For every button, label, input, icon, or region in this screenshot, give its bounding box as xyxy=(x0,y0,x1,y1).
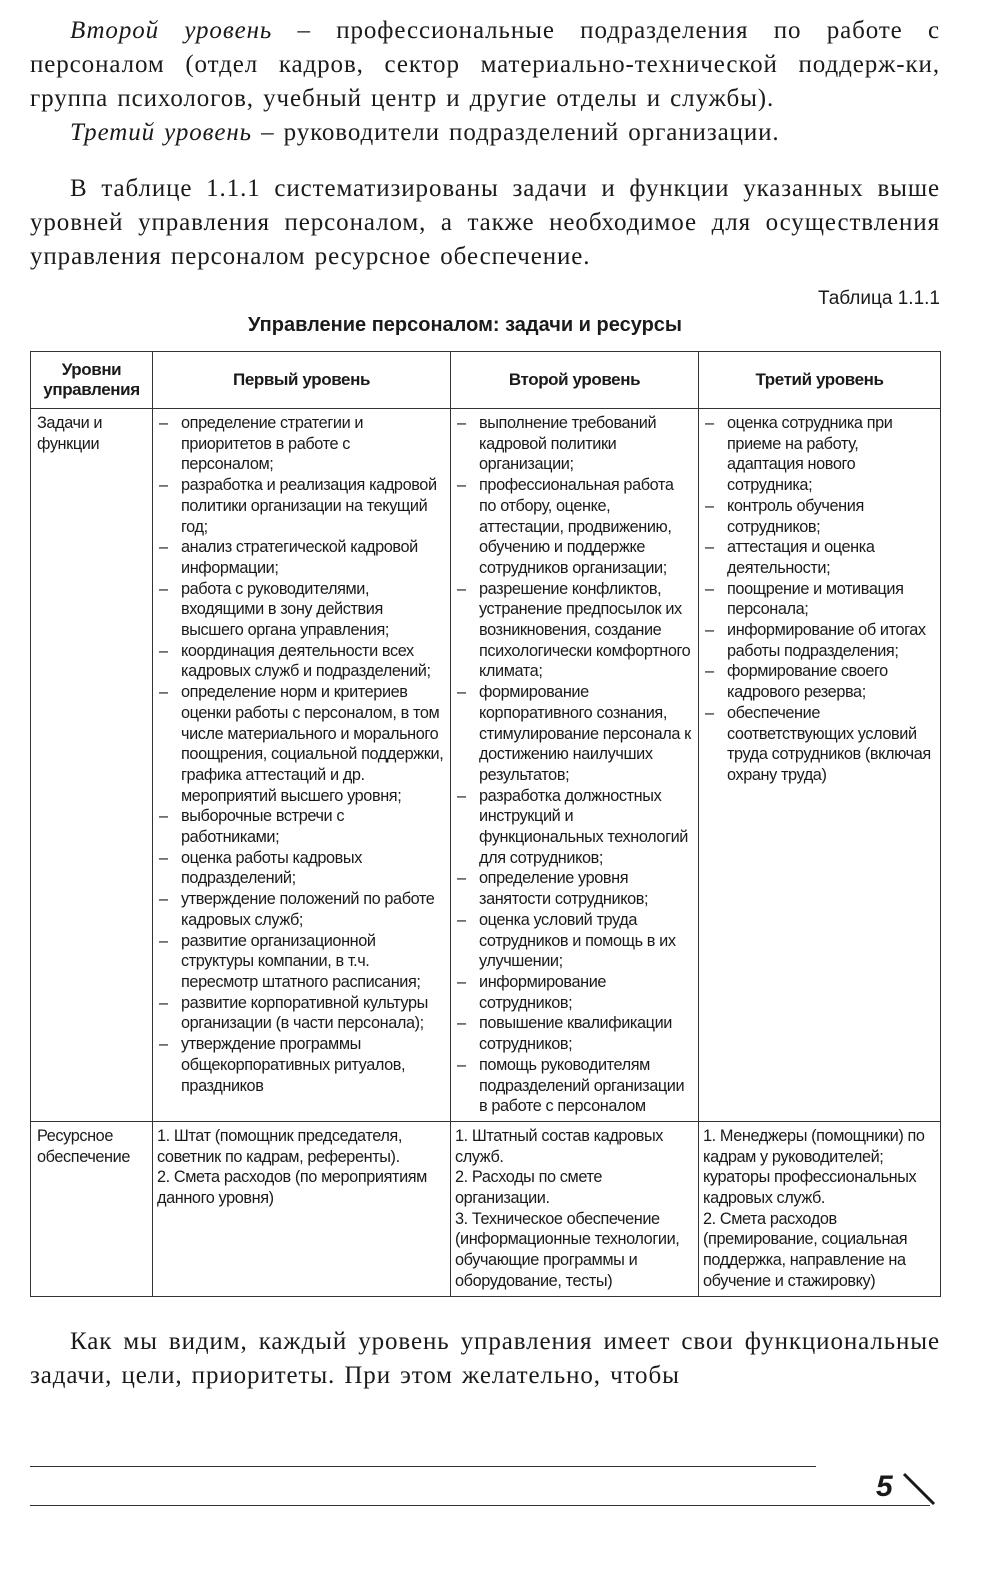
page-content xyxy=(30,14,940,1393)
footer-rule-bottom xyxy=(30,1505,930,1506)
task-item: – работа с руководителями, входящими в зону действия высшего органа управления; xyxy=(157,579,446,641)
table-title: Управление персоналом: задачи и ресурсы xyxy=(247,314,683,336)
task-item: – аттестация и оценка деятельности; xyxy=(703,537,936,578)
resources-level3-item: 2. Смета расходов (премирование, социальная поддержка, направление на обучение и стажировку) xyxy=(703,1209,908,1290)
task-item: – формирование своего кадрового резерва; xyxy=(703,661,936,702)
task-item: – поощрение и мотивация персонала; xyxy=(703,579,936,620)
resources-row-label: Ресурсное обеспечение xyxy=(31,1121,153,1296)
resources-row xyxy=(31,1121,941,1296)
page-corner-mark-icon xyxy=(900,1470,936,1506)
task-item: – разрешение конфликтов, устранение предпосылок их возникновения, создание психологически комфортного климата; xyxy=(455,579,694,683)
level3-paragraph xyxy=(30,116,940,150)
resources-level2-item: 1. Штатный состав кадровых служб. xyxy=(455,1126,664,1166)
task-item: – анализ стратегической кадровой информации; xyxy=(157,537,446,578)
tasks-level2-cell xyxy=(451,409,699,1122)
task-item: – выборочные встречи с работниками; xyxy=(157,806,446,847)
header-levels: Уровни управления xyxy=(31,352,153,409)
header-level2: Второй уровень xyxy=(451,352,699,409)
task-item: – помощь руководителям подразделений организации в работе с персоналом xyxy=(455,1055,694,1117)
task-item: – обеспечение соответствующих условий труда сотрудников (включая охрану труда) xyxy=(703,703,936,786)
resources-level1-item: 2. Смета расходов (по мероприятиям данного уровня) xyxy=(157,1168,427,1208)
tasks-level3-list xyxy=(703,413,936,786)
tasks-level2-list xyxy=(455,413,694,1117)
table-header-row xyxy=(31,352,941,409)
task-item: – утверждение положений по работе кадровых служб; xyxy=(157,889,446,930)
task-item: – определение норм и критериев оценки работы с персоналом, в том числе материального и морального поощрения, социальной поддержки, графика аттестаций и др. мероприятий высшего уровня; xyxy=(157,682,446,806)
task-item: – разработка и реализация кадровой политики организации на текущий год; xyxy=(157,475,446,537)
task-item: – определение уровня занятости сотрудников; xyxy=(455,868,694,909)
level3-term: Третий уровень xyxy=(70,119,252,146)
task-item: – разработка должностных инструкций и функциональных технологий для сотрудников; xyxy=(455,786,694,869)
page-number: 5 xyxy=(876,1470,893,1503)
task-item: – развитие организационной структуры компании, в т.ч. пересмотр штатного расписания; xyxy=(157,931,446,993)
tasks-level1-cell xyxy=(153,409,451,1122)
resources-level2-item: 2. Расходы по смете организации. xyxy=(455,1168,602,1208)
tasks-row xyxy=(31,409,941,1122)
resources-level1-item: 1. Штат (помощник председателя, советник по кадрам, референты). xyxy=(157,1126,402,1166)
footer-rule-top xyxy=(30,1466,816,1467)
task-item: – выполнение требований кадровой политики организации; xyxy=(455,413,694,475)
resources-level3-cell xyxy=(699,1121,941,1296)
level3-text: – руководители подразделений организации. xyxy=(251,119,780,146)
task-item: – повышение квалификации сотрудников; xyxy=(455,1013,694,1054)
task-item: – контроль обучения сотрудников; xyxy=(703,496,936,537)
task-item: – оценка работы кадровых подразделений; xyxy=(157,848,446,889)
task-item: – оценка условий труда сотрудников и помощь в их улучшении; xyxy=(455,910,694,972)
tasks-level3-cell xyxy=(699,409,941,1122)
task-item: – координация деятельности всех кадровых служб и подразделений; xyxy=(157,641,446,682)
closing-paragraph: Как мы видим, каждый уровень управления имеет свои функциональные задачи, цели, приоритеты. При этом желательно, чтобы xyxy=(30,1327,940,1389)
task-item: – формирование корпоративного сознания, стимулирование персонала к достижению наилучших результатов; xyxy=(455,682,694,786)
task-item: – развитие корпоративной культуры организации (в части персонала); xyxy=(157,993,446,1034)
task-item: – информирование сотрудников; xyxy=(455,972,694,1013)
resources-level2-cell xyxy=(451,1121,699,1296)
table-intro-paragraph: В таблице 1.1.1 систематизированы задачи и функции указанных выше уровней управления персоналом, а также необходимое для осуществления управления персоналом ресурсное обеспечение. xyxy=(30,175,940,270)
level2-text: – профессиональные подразделения по работе с персоналом (отдел кадров, сектор материально-технической поддерж-ки, группа психологов, учебный центр и другие отделы и службы). xyxy=(30,17,940,112)
task-item: – оценка сотрудника при приеме на работу, адаптация нового сотрудника; xyxy=(703,413,936,496)
header-level1: Первый уровень xyxy=(153,352,451,409)
level2-term: Второй уровень xyxy=(70,17,273,44)
task-item: – информирование об итогах работы подразделения; xyxy=(703,620,936,661)
resources-level3-item: 1. Менеджеры (помощники) по кадрам у руководителей; кураторы профессиональных кадровых служб. xyxy=(703,1126,925,1208)
header-level3: Третий уровень xyxy=(699,352,941,409)
table-label: Таблица 1.1.1 xyxy=(817,288,940,309)
tasks-level1-list xyxy=(157,413,446,1096)
tasks-resources-table xyxy=(30,351,941,1297)
level2-paragraph xyxy=(30,14,940,116)
resources-level1-cell xyxy=(153,1121,451,1296)
tasks-row-label: Задачи и функции xyxy=(31,409,153,1122)
task-item: – профессиональная работа по отбору, оценке, аттестации, продвижению, обучению и поддержке сотрудников организации; xyxy=(455,475,694,579)
task-item: – утверждение программы общекорпоративных ритуалов, праздников xyxy=(157,1034,446,1096)
resources-level2-item: 3. Техническое обеспечение (информационные технологии, обучающие программы и оборудование, тесты) xyxy=(455,1209,680,1290)
task-item: – определение стратегии и приоритетов в работе с персоналом; xyxy=(157,413,446,475)
